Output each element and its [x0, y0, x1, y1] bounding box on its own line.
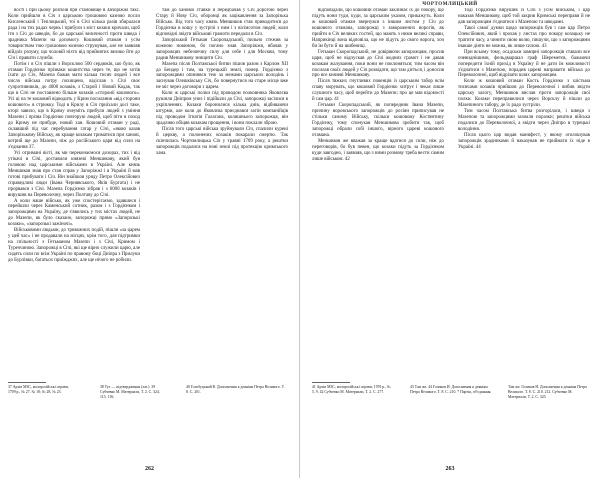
footnote: 43 Там же. 44 Голиков И. Дополнения к деяніям Петра Великого. Т. 8. С. 210. * Партія, об'єднання.: [410, 385, 492, 394]
paragraph: Після того царські війська зруйнували Січ, спалили курені й церкву, а полонених козаків покарали смертю. Так скінчилась Чортомлицька Січ у травні 1709 року, а рештки запорожців подалися на нові землі під протекцію кримського хана.: [156, 127, 288, 156]
paragraph: Усі отримані вісті, як ми переконаємося дозорах, тих і від утікачі в Січі, доставили князеві Меншикову, який був головою над царськими військами в Україні. Але князь Меншиков знав про стан справ у Запоріжжі і в Україні й мав готові прибувати і Січ. Він знайшов уряду Петро Олексійович справедливі люди (Івана Чернявського, Яків Бургата) і не прорвався з Січі. Мазепа Гордієнко зібрав і з 6000 козаків і вирушив на Переволочну, через Полтаву до Січі.: [8, 150, 140, 198]
left-column-2: [156, 8, 288, 378]
paragraph: Тим часом Полтавська битва розгорілася, і шведи з Мазепою та запорожцями зазнали поразки; рештки війська подалися до Переволочної, а звідти через Дніпро в турецькі володіння.: [458, 109, 590, 133]
right-page: [300, 0, 600, 478]
left-column-1: [8, 8, 140, 378]
footnote: 41 Архів МЗС, малоросійські справи, 1709 р., № 5, 9. 42 Субчевко М. Материали, Т. 2. С. 277.: [312, 385, 391, 394]
paragraph: Після цього цар видав манифест, у якому оголошував запорожців зрадниками й наказував не приймати їх ніде в Україні. 44: [458, 133, 590, 150]
paragraph: Гетьман Скоропадський, не довіряючи запорожцям, просив царя, щоб не відпускав до Січі жодних грамот і не давав козакам жалування, поки вони не поклоняться; тим часом він посилав своїх людей у Січ розвідати, що там діється, і доносив про все князеві Меншикову.: [312, 49, 444, 79]
footnote: Там же. Голиков И. Дополнения к деяніям Петра Великого. Т. 8. С. 210. 212. Субчевко М. Материали, Т. 2. С. 325.: [508, 385, 587, 399]
footnote: 37 Архів МЗС, малоросійські справи, 1709 р., № 27. № 18; № 28, № 23.: [8, 385, 69, 394]
paragraph: Коли ж царські полки під проводом полковника Яковлєва рушили Дніпром униз і підійшли до Січі, запорожці засілися в укріпленнях. Козаки боронилися кілька днів, відбиваючи штурми, але коли до Яковлєва приєднався загін компанійців під проводом Ігнатія Галагана, колишнього запорожця, він зрадливо обіцяв козакам прощення, і вони поклали зброю.: [156, 91, 288, 127]
right-column-2: [458, 8, 590, 378]
page-number: 263: [445, 466, 455, 472]
paragraph: відповідали, що кошовий отаман заклинає їх до покору, що підуть вони туди, куди, за царським указом, прикажуть. Коли ж кошовий отаман звернувся з іншим листом у Січ до кошового отамана, запорожці з заворожених ворогів, як прийти в Січ великих гостей, що мають з ними великі справи, Наприкінці вона відповіла, що не підуть до свого ворога, хоч би їм бути й на шибениці.: [312, 8, 444, 49]
paragraph: Коли ж кошовий отаман Кость Гордієнко з шістьма тисячами козаків прийшов до Переволочної і вибив звідти царську залогу, Меншиков вислав проти запорожців свої полки. Козаки переправилися через Ворсклу й пішли до Мазепиного табору, де їх радо зустріли.: [458, 79, 590, 109]
paragraph: При всьому тому, осадськи замирні запорожців ставали все очевиднішими, фельдмаршал граф Шереметєв, бажаючи попередити їхній прихід в Україну й не дати їм можливості з'єднатися з Мазепою, порадив цареві направити війська до Переволочної, щоб відрізати шлях запорожцям.: [458, 49, 590, 79]
running-head: ЧОРТОМЛИЦЬКИЙ: [422, 2, 478, 7]
paragraph: Потім і в Січ пішли з Ворсклою 500 сердюків, шо було, як отаман Гордієнко прізваки кошитства через те, що не хотів їхати до Січ, Мазепа бажав мати кілька тисяч людей і все число війська потру похищено, відіслав з Січі своє супротивників, до 4000 козаків, з Старой і Новий Кодак, так що в Січі не поставлено більше козаків «сторонії кошового». Усі ці на те кошовий відводить у Крим посилання «від сторони кошового» в стрижку. Тоді в Крилу в Січ приїхали досі таке, кторі завило, що в Криму очеуміть прибули людей з уміння Мазепи і прізва Гордієнко повторую людей, щоб піти в поход до Криму не прибуде, новий хан. Кошовий отаман у раді, склавший під час перебування гатар у Січі, «якою казав Запорізькому Війську, як краще козакам триматися при ханові, котрий ще до Мазепи, ніж до російського царя від сили на з'єднання 37.: [8, 61, 140, 150]
page-number: 262: [145, 466, 154, 472]
footnote-divider: [312, 382, 350, 383]
paragraph: Мазепа після Полтавської битви пішов разом з Карлом XII до Бендер і там, на турецькій землі, помер. Гордієнко з запорожцями опинився теж за межами царських володінь і заснував Олешківську Січ, бо повернутися на старе місце вже не міг через договори з царем.: [156, 61, 288, 91]
paragraph: Запорізький Гетьман Скоропадський, пильно стежив за кожною новиною, бо погано знав Запоріжжя, вбачав у запорожцях небезпечну силу для себе і для Москви, тому радив Меншикову знищити Січ.: [156, 37, 288, 61]
paragraph: вості і при цьому розпоїв при становище в Запоріжжі такс. Коли прийшли в Січ з царською грошовою казною посли Кисленський і Теплицький, тої в Січі кілька разів збиралася рада і на тих радах чернь і прибули з міст козаки кричали, щоб іти з Січ до шведів, бо до царської величності проти шведа і зрадника Мазепи на допомогу. Кошовий отаман з усім товариством тою грошовою козною струмував, але не заявляв війдзіх розуму, що чоловій ніхто від прийнятих велико йти до Січ і правити служби.: [8, 8, 140, 61]
paragraph: Такої самої думки щодо запорожців був і сам цар Петро Олексійович, який і прохав у листах про покору козацьку не тратити часу, а чинити свою волю, пишучи, що з запорожцями інакше діяти не можна, як лише силою. 43: [458, 25, 590, 49]
paragraph: Після тяжких гнутливих повенців із царським табор всім спаву морувать, що кошовий Гордієнко хитрує і чекає лише слушного часу, щоб перейти до Мазепи; про це мав відомості й сам цар. 41: [312, 79, 444, 103]
footnote: 40 Голобуцький В. Дополнения к деяніям Петра Великого. Т. 8. С. 201.: [186, 385, 285, 394]
paragraph: Військовими людьми, до тривожних подій, пішли «за царем у цей час» і не продавали на місцях, крім того, для підтримки на спільності з Гетьманом Мазепи і з Січі, Кримом і Туреччиною. Запорожці в Січі, які ще вірно служили царю, але сидять сили по всім Україні по правому боці Дніпра з Прилуки до Бурлівки, багатьох приїжджих, але ще нічого не робили.: [8, 228, 140, 264]
footnote-divider: [8, 382, 46, 383]
paragraph: там до ханової ставки й передбачав у Січ дорогою через Стару й Нову Січ, оборонці як зацікавлення за Запорізька Військо. Від того часу князь Меншиков став приводитися до Гордієнка в кошу у зустрічі з ним і з вісімсотом людей, коли відповідні звідти військові грамоти передали в Січ.: [156, 8, 288, 37]
paragraph: Меншиков же вважав за краще вдатися до сили, ніж до переговорів, бо був певен, що козаки підуть за Гордієнком куди завгодно, і заявляв, що з ними розмову треба вести самим лише військом. 42: [312, 138, 444, 162]
right-column-1: [312, 8, 444, 378]
paragraph: Тоді Гордієнко вирушив із Січі з усім військом, і цар наказав Меншикову, щоб той закрив Кримські переправи й не дав запорожцям з'єднатися з Мазепою та шведами.: [458, 8, 590, 25]
paragraph: А коли наше військо, як уже спостерігаємо, здавшися і перейшли через Каменський сотник, разом і з Гордієнком і запорожцями на Україну, де з'явились у тих містах людей, не до Мазепи, як було сказано, запорожці прямо «Запорозькі козаки», «запорозькі зажіночі».: [8, 198, 140, 228]
footnote: 38 Тут — підтвердження (лат.). 39 Субчевко М. Материали, Т. 2. С. 324, 115, 116;: [100, 385, 160, 399]
paragraph: Гетьман Скоропадський, як попередник Івана Мазепи, причину воровського запорожців до росіян приписував не стільки самому Війську, скільки кошовому Костянтину Гордієнку, тому спонукав Меншикова зробити так, щоб запорожці обрали собі іншого, вірного цареві кошового отамана.: [312, 103, 444, 139]
